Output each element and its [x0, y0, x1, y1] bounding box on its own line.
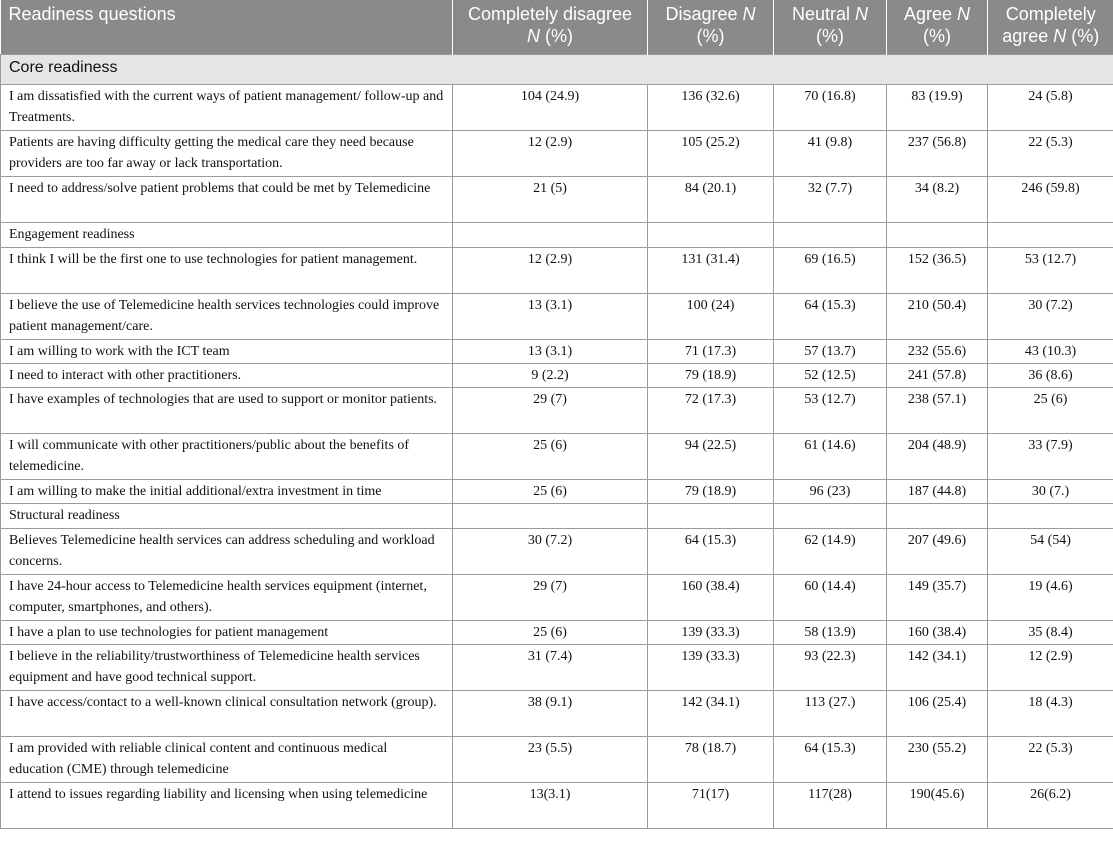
value-cell: 31 (7.4) — [453, 644, 648, 690]
value-cell: 131 (31.4) — [648, 247, 774, 293]
value-cell: 104 (24.9) — [453, 84, 648, 130]
value-cell: 230 (55.2) — [887, 736, 988, 782]
question-cell: I am willing to work with the ICT team — [1, 339, 453, 363]
value-cell: 241 (57.8) — [887, 363, 988, 387]
value-cell: 9 (2.2) — [453, 363, 648, 387]
table-row — [1, 293, 1113, 339]
value-cell: 246 (59.8) — [988, 176, 1113, 222]
empty-cell — [774, 222, 887, 247]
value-cell: 69 (16.5) — [774, 247, 887, 293]
value-cell: 13 (3.1) — [453, 293, 648, 339]
value-cell: 232 (55.6) — [887, 339, 988, 363]
table-row — [1, 363, 1113, 387]
value-cell: 83 (19.9) — [887, 84, 988, 130]
header-completely-agree: Completely agree N (%) — [988, 0, 1113, 54]
section-label: Core readiness — [1, 54, 1113, 84]
table-row — [1, 736, 1113, 782]
table-row — [1, 247, 1113, 293]
value-cell: 105 (25.2) — [648, 130, 774, 176]
value-cell: 71(17) — [648, 782, 774, 828]
value-cell: 237 (56.8) — [887, 130, 988, 176]
value-cell: 36 (8.6) — [988, 363, 1113, 387]
value-cell: 93 (22.3) — [774, 644, 887, 690]
value-cell: 152 (36.5) — [887, 247, 988, 293]
value-cell: 58 (13.9) — [774, 620, 887, 644]
section-structural-readiness — [1, 503, 1113, 528]
value-cell: 149 (35.7) — [887, 574, 988, 620]
value-cell: 38 (9.1) — [453, 690, 648, 736]
empty-cell — [774, 503, 887, 528]
question-cell: I am willing to make the initial additional/extra investment in time — [1, 479, 453, 503]
value-cell: 61 (14.6) — [774, 433, 887, 479]
value-cell: 106 (25.4) — [887, 690, 988, 736]
table-row — [1, 433, 1113, 479]
value-cell: 33 (7.9) — [988, 433, 1113, 479]
value-cell: 12 (2.9) — [453, 130, 648, 176]
value-cell: 19 (4.6) — [988, 574, 1113, 620]
question-cell: I have 24-hour access to Telemedicine health services equipment (internet, computer, smartphones, and others). — [1, 574, 453, 620]
section-label: Structural readiness — [1, 503, 453, 528]
empty-cell — [988, 503, 1113, 528]
value-cell: 79 (18.9) — [648, 479, 774, 503]
value-cell: 54 (54) — [988, 528, 1113, 574]
question-cell: I need to address/solve patient problems that could be met by Telemedicine — [1, 176, 453, 222]
value-cell: 60 (14.4) — [774, 574, 887, 620]
value-cell: 57 (13.7) — [774, 339, 887, 363]
value-cell: 117(28) — [774, 782, 887, 828]
table-row — [1, 528, 1113, 574]
empty-cell — [453, 222, 648, 247]
question-cell: Patients are having difficulty getting the medical care they need because providers are too far away or lack transportation. — [1, 130, 453, 176]
value-cell: 22 (5.3) — [988, 736, 1113, 782]
empty-cell — [648, 503, 774, 528]
value-cell: 29 (7) — [453, 574, 648, 620]
value-cell: 64 (15.3) — [648, 528, 774, 574]
value-cell: 71 (17.3) — [648, 339, 774, 363]
question-cell: I have a plan to use technologies for patient management — [1, 620, 453, 644]
value-cell: 53 (12.7) — [988, 247, 1113, 293]
value-cell: 100 (24) — [648, 293, 774, 339]
header-readiness-questions: Readiness questions — [1, 0, 453, 54]
table-row — [1, 479, 1113, 503]
value-cell: 13 (3.1) — [453, 339, 648, 363]
value-cell: 34 (8.2) — [887, 176, 988, 222]
value-cell: 160 (38.4) — [648, 574, 774, 620]
value-cell: 52 (12.5) — [774, 363, 887, 387]
value-cell: 26(6.2) — [988, 782, 1113, 828]
value-cell: 190(45.6) — [887, 782, 988, 828]
value-cell: 78 (18.7) — [648, 736, 774, 782]
header-row — [1, 0, 1113, 54]
value-cell: 238 (57.1) — [887, 387, 988, 433]
table-row — [1, 574, 1113, 620]
question-cell: I attend to issues regarding liability and licensing when using telemedicine — [1, 782, 453, 828]
value-cell: 210 (50.4) — [887, 293, 988, 339]
value-cell: 142 (34.1) — [648, 690, 774, 736]
table-row — [1, 130, 1113, 176]
value-cell: 30 (7.2) — [453, 528, 648, 574]
empty-cell — [453, 503, 648, 528]
value-cell: 64 (15.3) — [774, 293, 887, 339]
table-row — [1, 782, 1113, 828]
value-cell: 25 (6) — [453, 433, 648, 479]
table-row — [1, 339, 1113, 363]
value-cell: 21 (5) — [453, 176, 648, 222]
question-cell: Believes Telemedicine health services can address scheduling and workload concerns. — [1, 528, 453, 574]
question-cell: I will communicate with other practitioners/public about the benefits of telemedicine. — [1, 433, 453, 479]
value-cell: 22 (5.3) — [988, 130, 1113, 176]
value-cell: 204 (48.9) — [887, 433, 988, 479]
value-cell: 142 (34.1) — [887, 644, 988, 690]
value-cell: 160 (38.4) — [887, 620, 988, 644]
table-row — [1, 84, 1113, 130]
section-label: Engagement readiness — [1, 222, 453, 247]
value-cell: 30 (7.) — [988, 479, 1113, 503]
value-cell: 79 (18.9) — [648, 363, 774, 387]
value-cell: 13(3.1) — [453, 782, 648, 828]
value-cell: 12 (2.9) — [988, 644, 1113, 690]
value-cell: 29 (7) — [453, 387, 648, 433]
value-cell: 136 (32.6) — [648, 84, 774, 130]
value-cell: 25 (6) — [453, 479, 648, 503]
section-core-readiness — [1, 54, 1113, 84]
table-row — [1, 644, 1113, 690]
header-agree: Agree N (%) — [887, 0, 988, 54]
value-cell: 43 (10.3) — [988, 339, 1113, 363]
question-cell: I have access/contact to a well-known clinical consultation network (group). — [1, 690, 453, 736]
value-cell: 12 (2.9) — [453, 247, 648, 293]
question-cell: I think I will be the first one to use technologies for patient management. — [1, 247, 453, 293]
value-cell: 24 (5.8) — [988, 84, 1113, 130]
value-cell: 64 (15.3) — [774, 736, 887, 782]
value-cell: 35 (8.4) — [988, 620, 1113, 644]
table-row — [1, 176, 1113, 222]
value-cell: 96 (23) — [774, 479, 887, 503]
value-cell: 53 (12.7) — [774, 387, 887, 433]
header-completely-disagree: Completely disagree N (%) — [453, 0, 648, 54]
header-neutral: Neutral N (%) — [774, 0, 887, 54]
value-cell: 25 (6) — [988, 387, 1113, 433]
question-cell: I am provided with reliable clinical content and continuous medical education (CME) through telemedicine — [1, 736, 453, 782]
value-cell: 70 (16.8) — [774, 84, 887, 130]
question-cell: I am dissatisfied with the current ways of patient management/ follow-up and Treatments. — [1, 84, 453, 130]
question-cell: I need to interact with other practitioners. — [1, 363, 453, 387]
header-disagree: Disagree N (%) — [648, 0, 774, 54]
value-cell: 32 (7.7) — [774, 176, 887, 222]
value-cell: 139 (33.3) — [648, 644, 774, 690]
section-engagement-readiness — [1, 222, 1113, 247]
empty-cell — [887, 503, 988, 528]
value-cell: 23 (5.5) — [453, 736, 648, 782]
empty-cell — [887, 222, 988, 247]
value-cell: 84 (20.1) — [648, 176, 774, 222]
question-cell: I believe the use of Telemedicine health services technologies could improve patient management/care. — [1, 293, 453, 339]
question-cell: I believe in the reliability/trustworthiness of Telemedicine health services equipment and have good technical support. — [1, 644, 453, 690]
value-cell: 25 (6) — [453, 620, 648, 644]
value-cell: 207 (49.6) — [887, 528, 988, 574]
value-cell: 139 (33.3) — [648, 620, 774, 644]
table-row — [1, 387, 1113, 433]
empty-cell — [648, 222, 774, 247]
value-cell: 187 (44.8) — [887, 479, 988, 503]
value-cell: 30 (7.2) — [988, 293, 1113, 339]
value-cell: 94 (22.5) — [648, 433, 774, 479]
value-cell: 72 (17.3) — [648, 387, 774, 433]
value-cell: 62 (14.9) — [774, 528, 887, 574]
empty-cell — [988, 222, 1113, 247]
table-row — [1, 690, 1113, 736]
value-cell: 18 (4.3) — [988, 690, 1113, 736]
value-cell: 41 (9.8) — [774, 130, 887, 176]
question-cell: I have examples of technologies that are used to support or monitor patients. — [1, 387, 453, 433]
value-cell: 113 (27.) — [774, 690, 887, 736]
table-row — [1, 620, 1113, 644]
